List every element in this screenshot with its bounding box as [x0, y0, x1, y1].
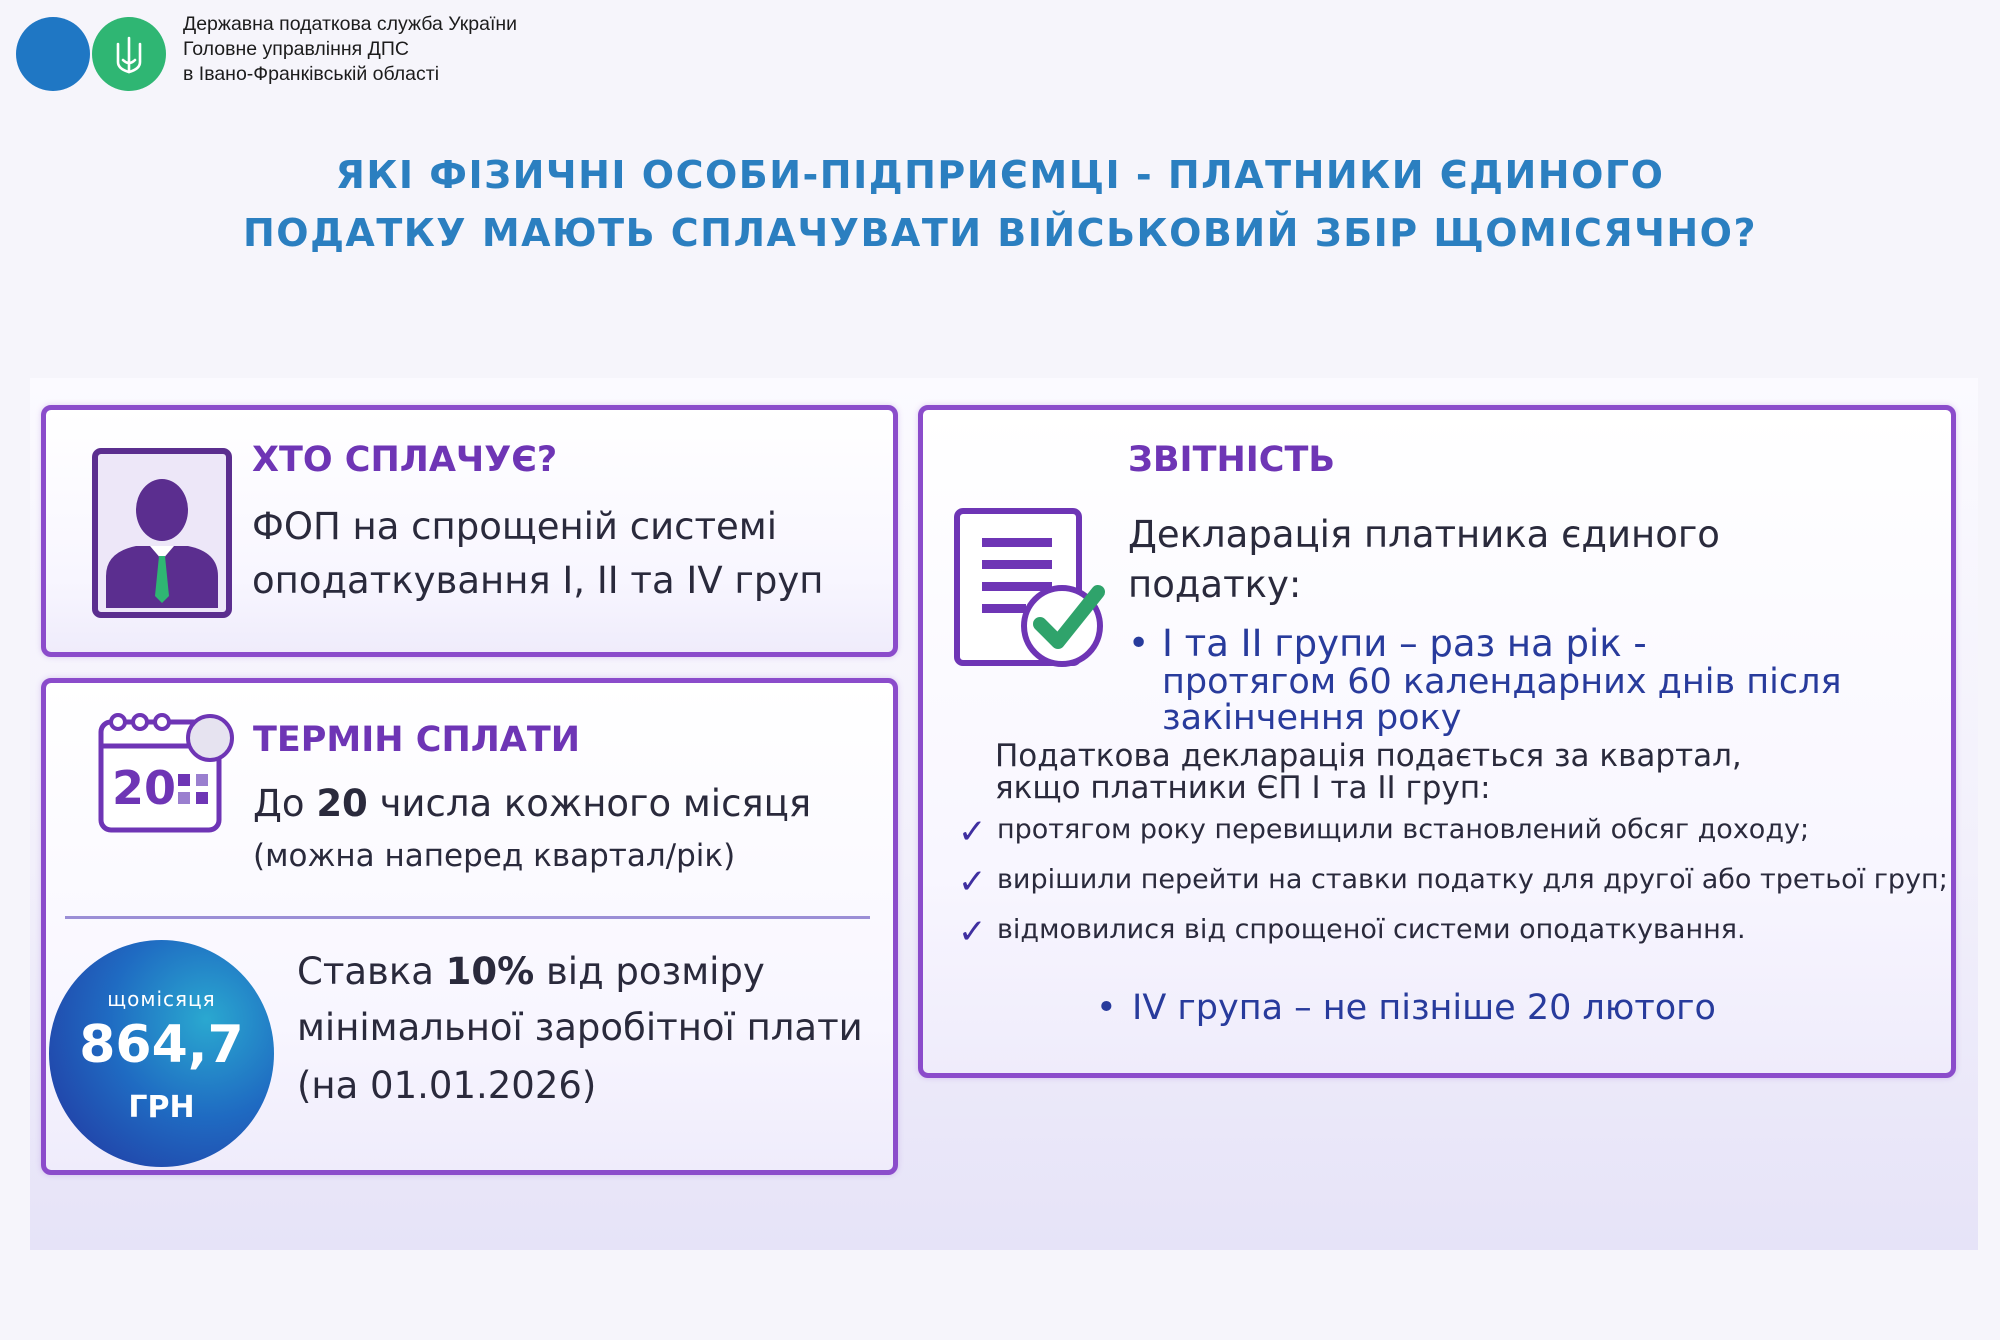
dps-logo	[16, 16, 168, 92]
check-icon: ✓	[958, 862, 987, 902]
monthly-amount-badge	[49, 940, 274, 1167]
title-line-1: ЯКІ ФІЗИЧНІ ОСОБИ-ПІДПРИЄМЦІ - ПЛАТНИКИ ЄДИНОГО	[335, 153, 1665, 197]
condition-1: протягом року перевищили встановлений обсяг доходу;	[997, 814, 1810, 845]
badge-amount: 864,7	[79, 1015, 244, 1075]
who-pays-line-1: ФОП на спрощеній системі	[252, 505, 777, 548]
reporting-intro-line-1: Декларація платника єдиного	[1128, 513, 1720, 556]
rate-line-2: мінімальної заробітної плати	[297, 1006, 863, 1049]
divider	[65, 916, 870, 919]
title-line-2: ПОДАТКУ МАЮТЬ СПЛАЧУВАТИ ВІЙСЬКОВИЙ ЗБІР ЩОМІСЯЧНО?	[242, 211, 1758, 255]
reporting-intro-line-2: податку:	[1128, 563, 1302, 606]
quarterly-line-1: Податкова декларація подається за квартал,	[995, 738, 1742, 774]
org-line-1: Державна податкова служба України	[183, 13, 518, 35]
organization-name	[183, 12, 517, 87]
badge-currency: ГРН	[128, 1090, 195, 1125]
check-icon: ✓	[958, 912, 987, 952]
rate-line-3: (на 01.01.2026)	[297, 1064, 597, 1107]
quarterly-line-2: якщо платники ЄП І та ІІ груп:	[995, 770, 1491, 806]
group12-line-3: закінчення року	[1162, 698, 1462, 738]
document-check-icon	[954, 508, 1106, 672]
who-pays-line-2: оподаткування І, ІІ та IV груп	[252, 559, 824, 602]
org-line-2: Головне управління ДПС	[183, 38, 409, 60]
group4-bullet: •	[1096, 988, 1117, 1028]
reporting-heading: ЗВІТНІСТЬ	[1128, 440, 1335, 480]
who-pays-heading: ХТО СПЛАЧУЄ?	[252, 440, 558, 480]
group12-bullet: •	[1128, 623, 1150, 664]
group4-line: IV група – не пізніше 20 лютого	[1132, 988, 1716, 1028]
payment-term-line-1: До 20 числа кожного місяця	[253, 782, 812, 825]
person-icon	[92, 448, 232, 618]
badge-period: щомісяця	[107, 987, 216, 1011]
payment-term-heading: ТЕРМІН СПЛАТИ	[253, 720, 581, 760]
calendar-icon	[98, 708, 240, 836]
check-icon: ✓	[958, 812, 987, 852]
condition-3: відмовилися від спрощеної системи оподаткування.	[997, 914, 1746, 945]
condition-2: вирішили перейти на ставки податку для другої або третьої груп;	[997, 864, 1948, 895]
payment-term-line-2: (можна наперед квартал/рік)	[253, 838, 736, 874]
calendar-number: 20	[112, 761, 177, 815]
page-title	[0, 146, 2000, 262]
org-line-3: в Івано-Франківській області	[183, 63, 440, 85]
group12-line-1: І та ІІ групи – раз на рік -	[1162, 622, 1647, 665]
rate-line-1: Ставка 10% від розміру	[297, 950, 765, 993]
group12-line-2: протягом 60 календарних днів після	[1162, 662, 1842, 702]
